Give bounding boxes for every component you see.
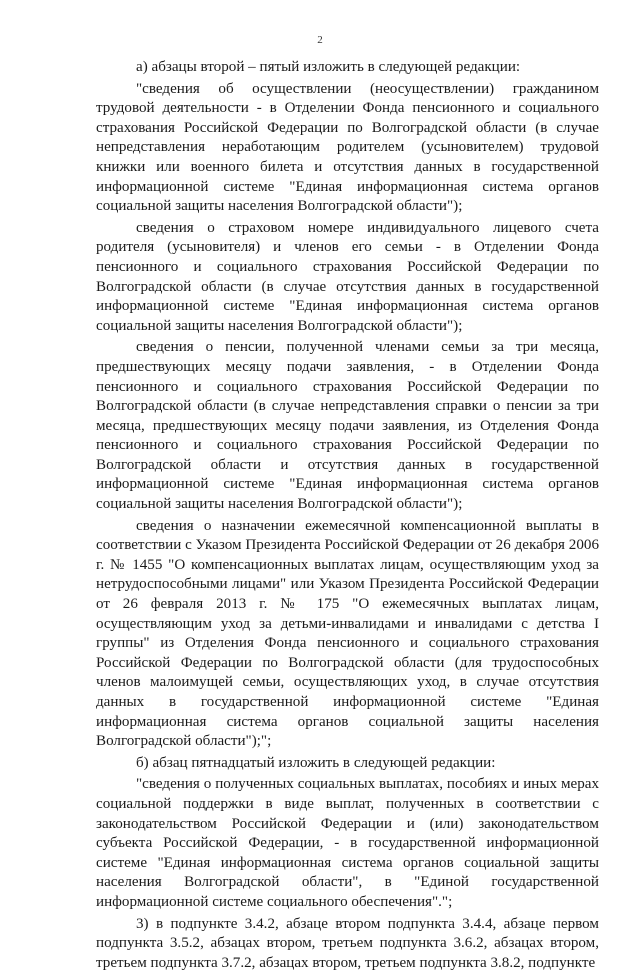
document-body: [96, 58, 599, 975]
paragraph-employment-info: "сведения об осуществлении (неосуществлении) гражданином трудовой деятельности - в Отделении Фонда пенсионного и социального страхования Российской Федерации по Волгоградской области (в случае непредставления неработающим родителем (усыновителем) трудовой книжки или военного билета и отсутствия данных в государственной информационной системе "Единая информационная система органов социальной защиты населения Волгоградской области");: [96, 80, 599, 215]
paragraph-insurance-number: сведения о страховом номере индивидуального лицевого счета родителя (усыновителя) и членов его семьи - в Отделении Фонда пенсионного и социального страхования Российской Федерации по Волгоградской области (в случае отсутствия данных в государственной информационной системе "Единая информационная система органов социальной защиты населения Волгоградской области");: [96, 219, 599, 334]
paragraph-social-payments: "сведения о полученных социальных выплатах, пособиях и иных мерах социальной поддержки в виде выплат, полученных в соответствии с законодательством Российской Федерации и (или) законодательством субъекта Российской Федерации, - в государственной информационной системе "Единая информационная система органов социальной защиты населения Волгоградской области", в "Единой государственной информационной системе социального обеспечения".";: [96, 776, 599, 910]
paragraph-item-a-heading: а) абзацы второй – пятый изложить в следующей редакции:: [136, 59, 521, 75]
paragraph-pension-info: сведения о пенсии, полученной членами семьи за три месяца, предшествующих месяцу подачи заявления, - в Отделении Фонда пенсионного и социального страхования Российской Федерации по Волгоградской области (в случае непредставления справки о пенсии за три месяца, предшествующих месяцу подачи заявления, из Отделения Фонда пенсионного и социального страхования Российской Федерации по Волгоградской области и отсутствия данных в государственной информационной системе "Единая информационная система органов социальной защиты населения Волгоградской области");: [96, 339, 599, 513]
page-number: 2: [317, 34, 323, 46]
paragraph-compensation-payment: сведения о назначении ежемесячной компенсационной выплаты в соответствии с Указом Президента Российской Федерации от 26 декабря 2006 г. № 1455 "О компенсационных выплатах лицам, осуществляющим уход за нетрудоспособными лицами" или Указом Президента Российской Федерации от 26 февраля 2013 г. № 175 "О ежемесячных выплатах лицам, осуществляющим уход за детьми-инвалидами и инвалидами с детства I группы" из Отделения Фонда пенсионного и социального страхования Российской Федерации по Волгоградской области (для трудоспособных членов малоимущей семьи, осуществляющих уход, в случае отсутствия данных в государственной информационной системе "Единая информационная система органов социальной защиты населения Волгоградской области");";: [96, 517, 599, 750]
paragraph-item-b-heading: б) абзац пятнадцатый изложить в следующей редакции:: [136, 754, 496, 771]
paragraph-item-3: 3) в подпункте 3.4.2, абзаце втором подпункта 3.4.4, абзаце первом подпункта 3.5.2, абзацах втором, третьем подпункта 3.6.2, абзацах втором, третьем подпункта 3.7.2, абзацах втором, третьем подпункта 3.8.2, подпункте: [96, 915, 599, 971]
